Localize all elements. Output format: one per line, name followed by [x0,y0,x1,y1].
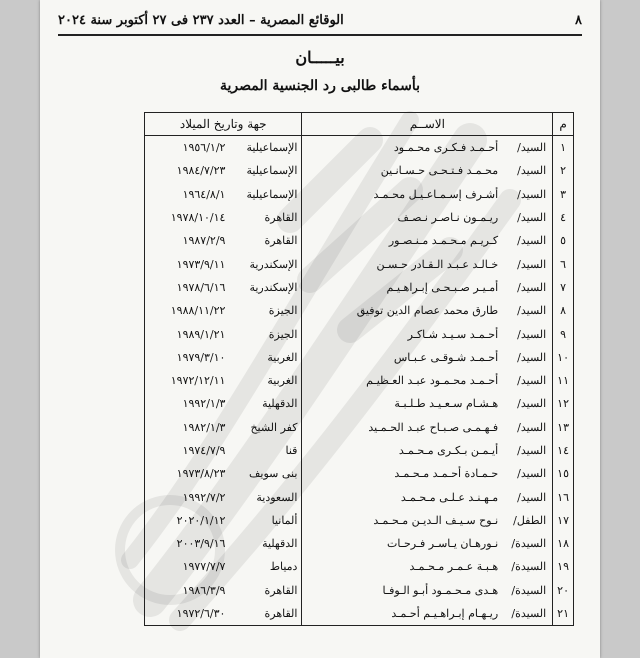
table-row [145,416,574,439]
honorific: السيدة/ [511,607,547,621]
row-number: ١١ [553,369,574,392]
honorific: السيد/ [517,187,547,201]
page-header [58,10,582,30]
table-row [145,439,574,462]
document-subtitle: بأسماء طالبى رد الجنسية المصرية [219,78,421,94]
table-header-row [145,113,574,136]
birth-date: ١٩٨٤/٧/٢٣ [176,164,226,178]
applicant-name-cell [302,322,553,345]
honorific: السيد/ [517,280,547,294]
table-row [145,509,574,532]
table-row [145,532,574,555]
birth-info-cell [145,206,302,229]
row-number: ٩ [553,322,574,345]
birth-place: الدقهلية [262,537,298,551]
birth-date: ١٩٨٢/١/٣ [182,420,226,434]
table-row [145,136,574,160]
birth-place: القاهرة [264,234,298,248]
honorific: السيد/ [517,467,547,481]
row-number: ٢ [553,159,574,182]
applicant-name-cell [302,159,553,182]
birth-date: ١٩٥٦/١/٢ [182,141,226,155]
applicant-name-cell [302,579,553,602]
birth-info-cell [145,416,302,439]
applicant-name: خـالـد عـبـد الـقـادر حـسـن [376,257,499,271]
birth-info-cell [145,252,302,275]
birth-place: القاهرة [264,211,298,225]
applicant-name-cell [302,229,553,252]
applicant-name-cell [302,206,553,229]
applicant-name: هـدى مـحـمـود أبـو الـوفـا [382,583,499,597]
birth-info-cell [145,183,302,206]
honorific: السيد/ [517,490,547,504]
table-row [145,602,574,626]
row-number: ١٤ [553,439,574,462]
table-row [145,485,574,508]
birth-date: ١٩٧٢/٦/٣٠ [176,607,226,621]
honorific: السيد/ [517,164,547,178]
applicant-name: أحـمـد سـيـد شـاكـر [407,327,499,341]
birth-date: ١٩٨٦/٣/٩ [182,583,226,597]
document-title: بيـــــان [295,48,345,67]
birth-date: ١٩٧٤/٧/٩ [182,444,226,457]
table-row [145,229,574,252]
applicant-name: أمـيـر صـبـحـى إبـراهـيـم [386,280,499,294]
table-row [145,579,574,602]
honorific: السيد/ [517,257,547,271]
birth-date: ١٩٧٧/٧/٧ [182,560,226,574]
honorific: السيد/ [517,327,547,341]
birth-date: ١٩٩٢/١/٣ [182,397,226,411]
row-number: ٧ [553,276,574,299]
honorific: السيدة/ [511,583,547,597]
applicant-name: أحـمـد شـوقـى عـبـاس [393,350,499,364]
table-row [145,369,574,392]
birth-info-cell [145,276,302,299]
table-row [145,346,574,369]
applicant-name-cell [302,555,553,578]
header-rule [58,34,582,36]
birth-place: ألمانيا [271,513,298,527]
table-row [145,276,574,299]
publication-info: الوقائع المصرية – العدد ٢٣٧ فى ٢٧ أكتوبر سنة ٢٠٢٤ [58,12,344,28]
birth-info-cell [145,462,302,485]
row-number: ١٠ [553,346,574,369]
honorific: السيد/ [517,304,547,318]
birth-place: الإسكندرية [249,257,298,271]
birth-place: الدقهلية [262,397,298,411]
applicant-name: هـبـة عـمـر مـحـمـد [409,560,499,574]
honorific: السيد/ [517,141,547,155]
applicant-name-cell [302,462,553,485]
honorific: السيد/ [517,420,547,434]
birth-info-cell [145,159,302,182]
applicant-name-cell [302,485,553,508]
birth-info-cell [145,322,302,345]
applicant-name-cell [302,183,553,206]
honorific: السيد/ [517,374,547,388]
row-number: ٣ [553,183,574,206]
row-number: ١٥ [553,462,574,485]
row-number: ١٩ [553,555,574,578]
birth-info-cell [145,439,302,462]
birth-place: الإسماعيلية [246,187,298,201]
applicant-name-cell [302,346,553,369]
birth-info-cell [145,532,302,555]
applicant-name: مـهـنـد عـلـى مـحـمـد [400,490,499,504]
birth-place: الإسماعيلية [246,141,298,155]
row-number: ٨ [553,299,574,322]
birth-date: ١٩٨٧/٢/٩ [182,234,226,248]
applicant-name-cell [302,299,553,322]
birth-date: ٢٠٠٣/٩/١٦ [176,537,226,551]
applicant-name: هـشـام سـعـيـد طـلـبـة [394,397,499,411]
birth-info-cell [145,392,302,415]
birth-place: القاهرة [264,607,298,621]
birth-place: السعودية [256,490,298,504]
applicant-name-cell [302,136,553,160]
table-row [145,159,574,182]
birth-info-cell [145,369,302,392]
document-page [40,0,600,658]
table-row [145,252,574,275]
column-header-name: الاســم [302,113,553,136]
applicant-name-cell [302,416,553,439]
applicant-name: نـوح سـيـف الـديـن مـحـمـد [373,513,499,527]
birth-date: ١٩٨٩/١/٢١ [176,327,226,341]
applicant-name-cell [302,602,553,626]
birth-info-cell [145,346,302,369]
birth-date: ١٩٧٩/٣/١٠ [176,350,226,364]
birth-date: ١٩٧٢/١٢/١١ [170,374,226,388]
row-number: ٢١ [553,602,574,626]
birth-info-cell [145,299,302,322]
page-number: ٨ [575,12,582,28]
applicant-name: ريـمـون نـاصـر نـصـف [397,211,499,225]
honorific: السيد/ [517,350,547,364]
birth-info-cell [145,555,302,578]
row-number: ٢٠ [553,579,574,602]
applicant-name: حـمـادة أحـمـد مـحـمـد [394,467,499,481]
applicant-name: محـمـد فـتـحـى حـسـانـين [380,164,499,178]
row-number: ١ [553,136,574,160]
honorific: السيد/ [517,211,547,225]
applicant-name: أيـمـن بـكـرى مـحـمـد [398,444,499,457]
birth-place: الجيزة [268,327,298,341]
birth-info-cell [145,485,302,508]
table-row [145,462,574,485]
row-number: ١٦ [553,485,574,508]
honorific: السيدة/ [511,537,547,551]
birth-place: الغربية [267,350,298,364]
birth-place: بنى سويف [249,467,298,481]
honorific: السيد/ [517,397,547,411]
applicant-name: أشـرف إسـمـاعـيـل محـمـد [373,187,499,201]
honorific: السيد/ [517,444,547,457]
applicant-name-cell [302,532,553,555]
birth-place: الغربية [267,374,298,388]
table-row [145,183,574,206]
table-row [145,322,574,345]
applicant-name-cell [302,252,553,275]
row-number: ٥ [553,229,574,252]
row-number: ٤ [553,206,574,229]
table-row [145,299,574,322]
applicant-name: كـريـم مـحـمـد مـنـصـور [388,234,499,248]
birth-info-cell [145,579,302,602]
birth-place: الجيزة [268,304,298,318]
birth-date: ١٩٧٨/١٠/١٤ [170,211,226,225]
birth-date: ١٩٦٤/٨/١ [182,187,226,201]
applicant-name: أحـمـد محـمـود عبـد العـظيـم [366,374,499,388]
applicant-name-cell [302,276,553,299]
applicant-name: أحـمـد فـكـرى محـمـود [393,141,499,155]
birth-place: دمياط [269,560,298,574]
birth-date: ١٩٧٣/٩/١١ [176,257,226,271]
applicant-name: ريـهـام إبـراهـيـم أحـمـد [391,607,499,621]
column-header-birth: جهة وتاريخ الميلاد [145,113,302,136]
row-number: ١٣ [553,416,574,439]
column-header-number: م [553,113,574,136]
birth-info-cell [145,136,302,160]
row-number: ١٨ [553,532,574,555]
birth-date: ٢٠٢٠/١/١٢ [176,513,226,527]
row-number: ١٢ [553,392,574,415]
birth-date: ١٩٧٨/٦/١٦ [176,280,226,294]
birth-place: كفر الشيخ [250,420,298,434]
table-row [145,392,574,415]
applicant-name: فـهـمـى صـبـاح عبـد الحـمـيد [368,420,499,434]
birth-info-cell [145,602,302,626]
applicants-table [144,112,574,626]
row-number: ١٧ [553,509,574,532]
applicant-name-cell [302,369,553,392]
honorific: السيد/ [517,234,547,248]
birth-date: ١٩٩٢/٧/٢ [182,490,226,504]
table-row [145,206,574,229]
birth-place: القاهرة [264,583,298,597]
applicant-name: نـورهـان يـاسـر فـرحـات [387,537,499,551]
birth-info-cell [145,509,302,532]
applicant-name: طارق محمد عصام الدين توفيق [356,304,499,318]
applicant-name-cell [302,392,553,415]
row-number: ٦ [553,252,574,275]
applicant-name-cell [302,439,553,462]
birth-info-cell [145,229,302,252]
birth-place: الإسماعيلية [246,164,298,178]
birth-date: ١٩٨٨/١١/٢٢ [170,304,226,318]
table-row [145,555,574,578]
honorific: السيدة/ [511,560,547,574]
birth-place: الإسكندرية [249,280,298,294]
honorific: الطفل/ [513,513,547,527]
applicant-name-cell [302,509,553,532]
birth-date: ١٩٧٣/٨/٢٣ [176,467,226,481]
birth-place: قنا [285,444,298,457]
